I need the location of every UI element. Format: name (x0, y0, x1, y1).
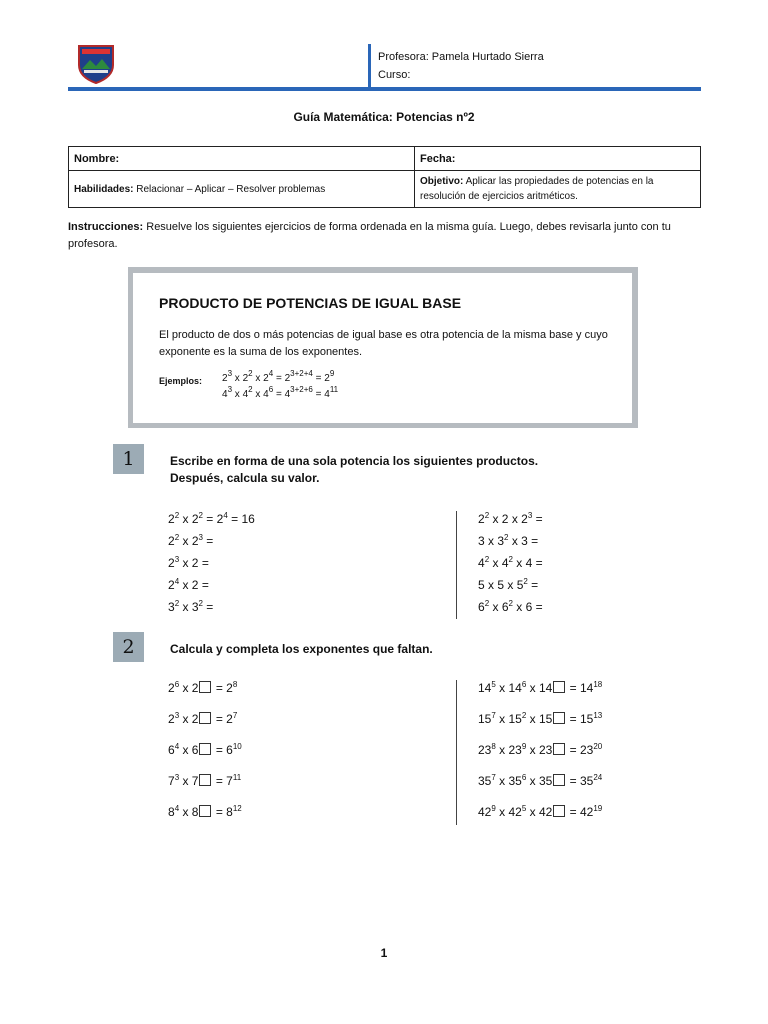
header-divider (368, 44, 371, 90)
exercise-2-left-1[interactable]: $2^6$ x $2 = 2^8$ (168, 680, 238, 695)
course-label: Curso: (378, 69, 411, 81)
exercise-1-right-2[interactable]: 3 x $3^2$ x 3 = (478, 533, 539, 548)
objective-label: Objetivo: (420, 176, 464, 187)
header-rule (68, 87, 701, 91)
answer-box[interactable] (199, 805, 211, 817)
section-2-title: Calcula y completa los exponentes que faltan. (170, 642, 433, 656)
exercise-1-right-3[interactable]: $4^2$ x $4^2$ x 4 = (478, 555, 543, 570)
exercise-1-right-1[interactable]: $2^2$ x 2 x $2^3$ = (478, 511, 543, 526)
exercise-1-left-2[interactable]: $2^2$ x $2^3$ = (168, 533, 214, 548)
section-1-number: 1 (113, 444, 144, 474)
answer-box[interactable] (199, 681, 211, 693)
exercise-2-right-4[interactable]: $35^7$ x $35^6$ x $35 = 35^{24}$ (478, 773, 603, 788)
objective-value: Aplicar las propiedades de potencias en la resolución de ejercicios aritméticos. (420, 176, 654, 202)
objective-cell (415, 171, 701, 208)
section-2-column-divider (456, 680, 457, 825)
theory-title: PRODUCTO DE POTENCIAS DE IGUAL BASE (159, 295, 462, 311)
theory-box-inner (133, 273, 632, 423)
exercise-1-left-4[interactable]: $2^4$ x 2 = (168, 577, 209, 592)
skills-label: Habilidades: (74, 183, 134, 195)
exercise-1-right-5[interactable]: $6^2$ x $6^2$ x 6 = (478, 599, 543, 614)
exercise-2-left-2[interactable]: $2^3$ x $2 = 2^7$ (168, 711, 238, 726)
exercise-2-left-4[interactable]: $7^3$ x $7 = 7^{11}$ (168, 773, 242, 788)
exercise-1-left-5[interactable]: $3^2$ x $3^2$ = (168, 599, 214, 614)
answer-box[interactable] (553, 774, 565, 786)
exercise-2-right-1[interactable]: $14^5$ x $14^6$ x $14 = 14^{18}$ (478, 680, 603, 695)
section-1-title (170, 453, 650, 487)
name-field[interactable]: Nombre: (69, 147, 415, 171)
answer-box[interactable] (199, 774, 211, 786)
exercise-2-right-5[interactable]: $42^9$ x $42^5$ x $42 = 42^{19}$ (478, 804, 603, 819)
exercise-2-right-2[interactable]: $15^7$ x $15^2$ x $15 = 15^{13}$ (478, 711, 603, 726)
exercise-1-left-3[interactable]: $2^3$ x 2 = (168, 555, 209, 570)
example-1: $2^3$ x $2^2$ x $2^4 = 2^{3+2+4} = 2^9$ (222, 369, 335, 384)
section-1-title-line-2: Después, calcula su valor. (170, 471, 320, 485)
student-info-table (68, 146, 701, 208)
exercise-2-left-5[interactable]: $8^4$ x $8 = 8^{12}$ (168, 804, 242, 819)
section-1-column-divider (456, 511, 457, 619)
exercise-1-right-4[interactable]: 5 x 5 x $5^2$ = (478, 577, 539, 592)
instructions (68, 219, 688, 253)
teacher-name: Profesora: Pamela Hurtado Sierra (378, 51, 544, 63)
skills-value: Relacionar – Aplicar – Resolver problemas (133, 183, 326, 195)
school-logo-icon (76, 43, 116, 85)
answer-box[interactable] (553, 805, 565, 817)
example-2: $4^3$ x $4^2$ x $4^6 = 4^{3+2+6} = 4^{11}$ (222, 385, 339, 400)
section-2-number: 2 (113, 632, 144, 662)
answer-box[interactable] (553, 743, 565, 755)
instructions-label: Instrucciones: (68, 221, 144, 233)
page-title: Guía Matemática: Potencias nº2 (293, 110, 475, 124)
page-number: 1 (380, 946, 388, 960)
examples-label: Ejemplos: (159, 376, 203, 386)
answer-box[interactable] (553, 681, 565, 693)
date-field[interactable]: Fecha: (415, 147, 701, 171)
skills-cell (69, 171, 415, 208)
exercise-2-left-3[interactable]: $6^4$ x $6 = 6^{10}$ (168, 742, 242, 757)
theory-box (128, 267, 638, 428)
answer-box[interactable] (553, 712, 565, 724)
theory-text: El producto de dos o más potencias de igual base es otra potencia de la misma base y cuyo exponente es la suma de los exponentes. (159, 329, 608, 358)
answer-box[interactable] (199, 743, 211, 755)
exercise-2-right-3[interactable]: $23^8$ x $23^9$ x $23 = 23^{20}$ (478, 742, 603, 757)
exercise-1-left-1[interactable]: $2^2$ x $2^2 = 2^4 = 16$ (168, 511, 255, 526)
answer-box[interactable] (199, 712, 211, 724)
section-1-title-line-1: Escribe en forma de una sola potencia los siguientes productos. (170, 454, 539, 468)
instructions-text: Resuelve los siguientes ejercicios de forma ordenada en la misma guía. Luego, debes revisarla junto con tu profesora. (68, 221, 671, 250)
